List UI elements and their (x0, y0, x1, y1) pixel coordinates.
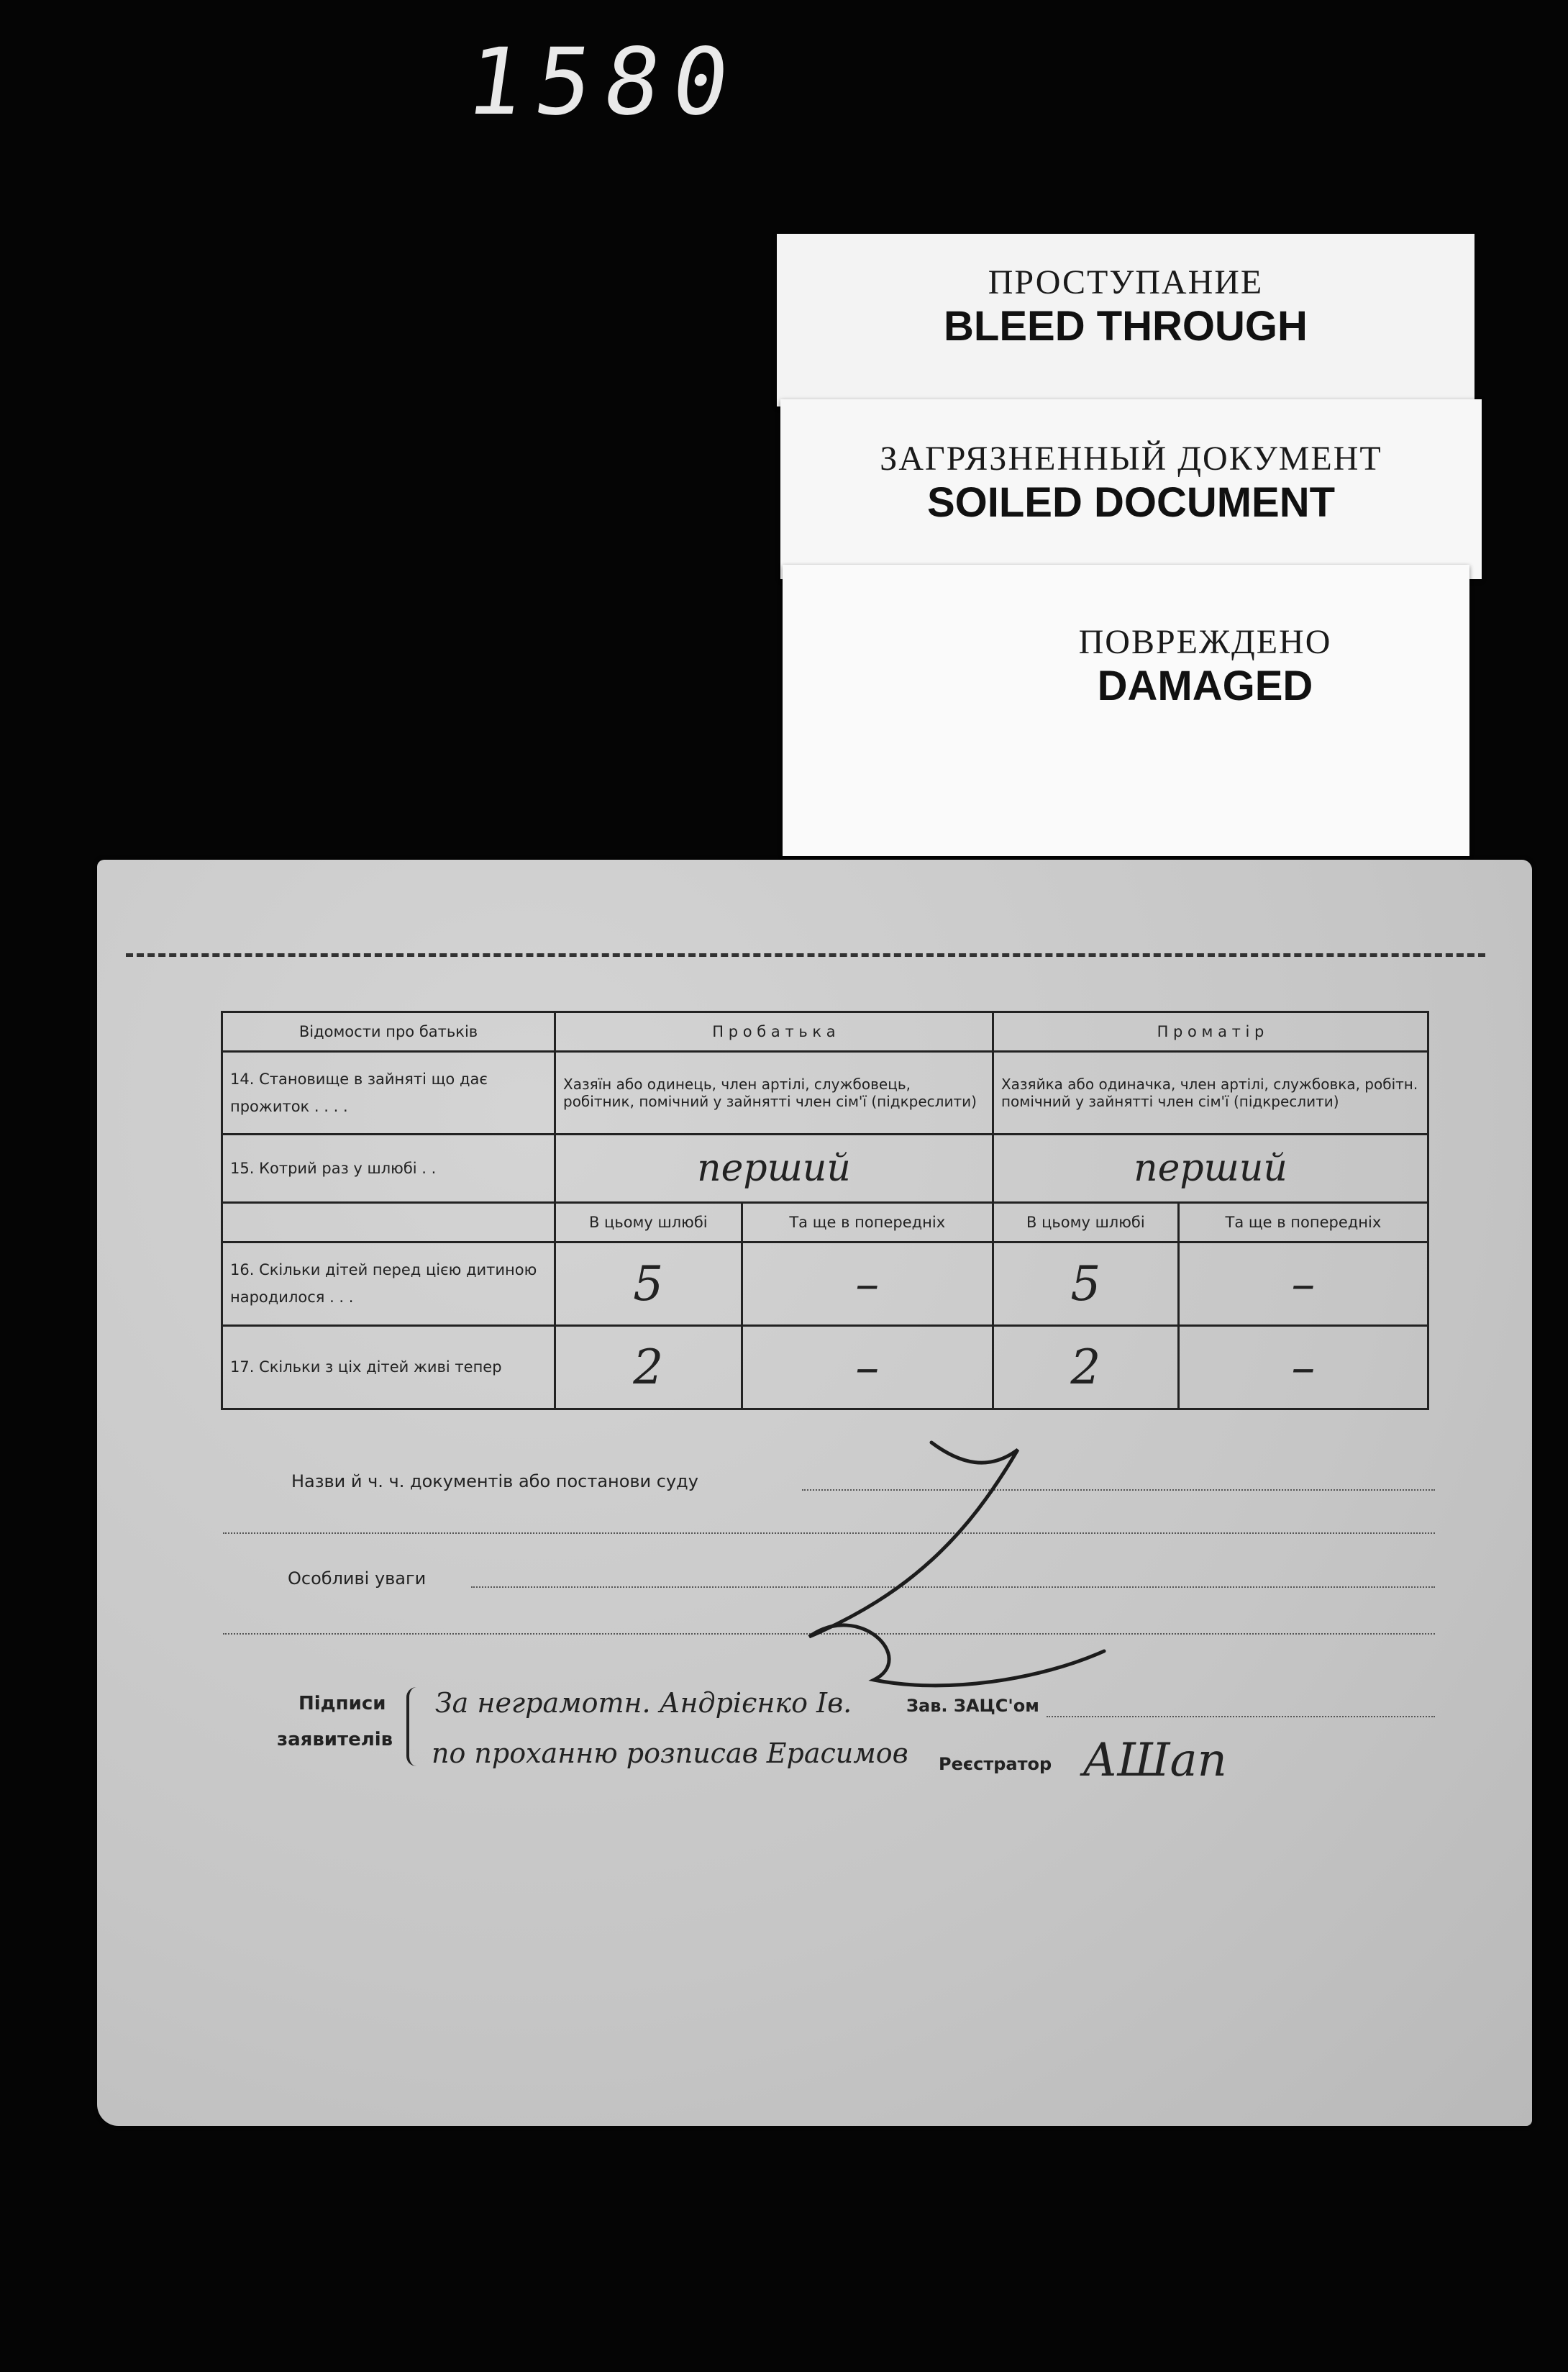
row17-mother-this: 2 (993, 1325, 1178, 1409)
header-parents-info: Відомости про батьків (222, 1012, 555, 1052)
row16-mother-this: 5 (993, 1242, 1178, 1325)
row17-mother-prev: – (1178, 1325, 1428, 1409)
row14-mother: Хазяйка або одиначка, член артілі, службовка, робітн. помічний у зайнятті член сім'ї (підкреслити) (993, 1052, 1428, 1135)
registrar-label: Реєстратор (939, 1754, 1052, 1774)
parents-info-table (221, 1011, 1429, 1410)
damaged-label (783, 565, 1469, 856)
row14-label: 14. Становище в зайняті що дає прожиток . . . . (222, 1052, 555, 1135)
subheader-empty (222, 1202, 555, 1242)
subheader-mother-prev: Та ще в попередніх (1178, 1202, 1428, 1242)
soiled-document-en: SOILED DOCUMENT (926, 479, 1336, 526)
damaged-ru: ПОВРЕЖДЕНО (1078, 623, 1332, 661)
table-row-14 (222, 1052, 1428, 1135)
row17-label: 17. Скільки з ціх дітей живі тепер (222, 1325, 555, 1409)
registrar-signature: АШап (1082, 1734, 1227, 1787)
row16-father-prev: – (742, 1242, 993, 1325)
subheader-father-this: В цьому шлюбі (555, 1202, 742, 1242)
subheader-father-prev: Та ще в попередніх (742, 1202, 993, 1242)
frame-number: 1580 (460, 29, 749, 136)
row16-father-this: 5 (555, 1242, 742, 1325)
soiled-document-label (780, 399, 1482, 579)
bleed-through-label (777, 234, 1474, 406)
head-label: Зав. ЗАЦС'ом (906, 1696, 1039, 1716)
signatures-label-1: Підписи (298, 1693, 386, 1714)
signatures-label-2: заявителів (277, 1729, 393, 1750)
registration-form-sheet (97, 860, 1532, 2126)
row15-father: перший (555, 1134, 993, 1202)
row14-father: Хазяїн або одинець, член артілі, службовець, робітник, помічний у зайнятті член сім'ї (підкреслити) (555, 1052, 993, 1135)
header-mother: П р о м а т і р (993, 1012, 1428, 1052)
signatures-brace (406, 1687, 422, 1766)
table-subheader-row (222, 1202, 1428, 1242)
strike-through-z-mark (730, 1421, 1133, 1709)
row16-label: 16. Скільки дітей перед цією дитиною народилося . . . (222, 1242, 555, 1325)
table-row-17 (222, 1325, 1428, 1409)
row15-label: 15. Котрий раз у шлюбі . . (222, 1134, 555, 1202)
documents-label: Назви й ч. ч. документів або постанови суду (291, 1471, 698, 1491)
notes-label: Особливі уваги (288, 1568, 427, 1589)
applicant-signature-2: по проханню розписав Ерасимов (432, 1737, 908, 1769)
applicant-signature-1: За неграмотн. Андрієнко Ів. (435, 1687, 852, 1719)
table-row-15 (222, 1134, 1428, 1202)
row17-father-prev: – (742, 1325, 993, 1409)
subheader-mother-this: В цьому шлюбі (993, 1202, 1178, 1242)
row15-mother: перший (993, 1134, 1428, 1202)
row17-father-this: 2 (555, 1325, 742, 1409)
bleed-through-ru: ПРОСТУПАНИЕ (988, 263, 1264, 301)
soiled-document-ru: ЗАГРЯЗНЕННЫЙ ДОКУМЕНТ (880, 440, 1382, 478)
row16-mother-prev: – (1178, 1242, 1428, 1325)
header-father: П р о б а т ь к а (555, 1012, 993, 1052)
table-header-row (222, 1012, 1428, 1052)
damaged-en: DAMAGED (1097, 663, 1313, 709)
head-dotline (1047, 1716, 1435, 1717)
bleed-through-en: BLEED THROUGH (944, 303, 1308, 350)
perforation-line (126, 953, 1485, 957)
table-row-16 (222, 1242, 1428, 1325)
